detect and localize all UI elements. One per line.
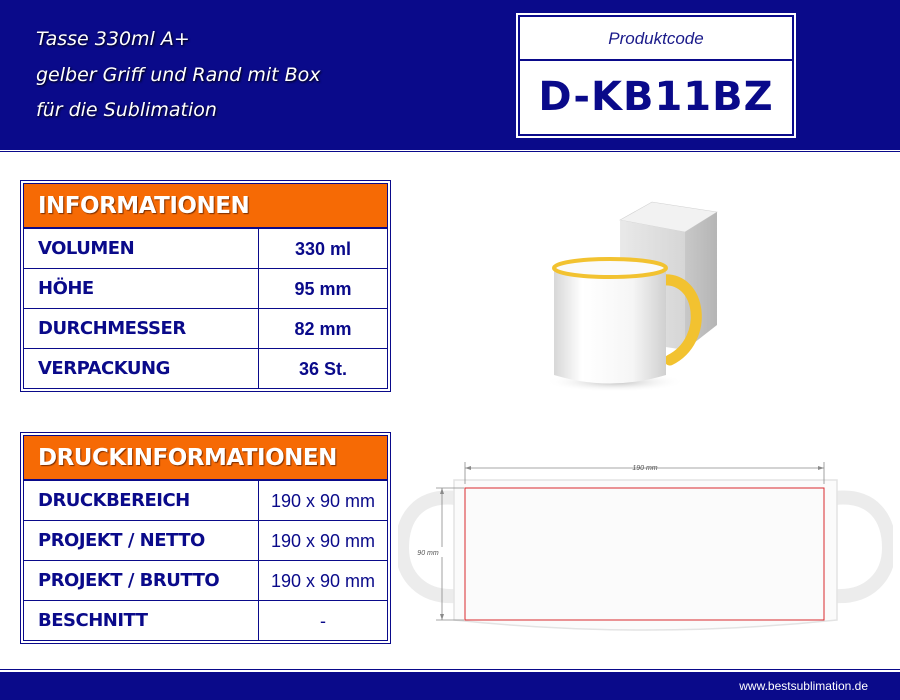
row-value: 82 mm bbox=[294, 319, 352, 339]
table-row bbox=[24, 521, 387, 561]
print-area-diagram bbox=[398, 458, 893, 643]
diagram-mug-outline bbox=[402, 480, 889, 630]
table-row bbox=[24, 561, 387, 601]
mug-body bbox=[554, 268, 666, 384]
row-label: BESCHNITT bbox=[24, 601, 259, 640]
website-link[interactable]: www.bestsublimation.de bbox=[739, 679, 868, 693]
title-line-1: Tasse 330ml A+ bbox=[36, 28, 190, 50]
title-line-2: gelber Griff und Rand mit Box bbox=[36, 64, 321, 86]
header-divider bbox=[0, 147, 900, 150]
info-table-title: INFORMATIONEN bbox=[24, 184, 387, 229]
footer-divider bbox=[0, 669, 900, 670]
table-row bbox=[24, 229, 387, 269]
row-label: VOLUMEN bbox=[24, 229, 259, 268]
row-label: HÖHE bbox=[24, 269, 259, 308]
product-code-value: D-KB11BZ bbox=[538, 74, 774, 120]
table-row bbox=[24, 481, 387, 521]
row-value: 190 x 90 mm bbox=[270, 571, 376, 591]
row-value: 36 St. bbox=[298, 359, 348, 379]
row-value: 330 ml bbox=[294, 239, 352, 259]
table-row bbox=[24, 269, 387, 309]
info-table bbox=[23, 183, 388, 389]
row-label: PROJEKT / BRUTTO bbox=[24, 561, 259, 600]
print-info-table bbox=[23, 435, 388, 641]
table-row bbox=[24, 349, 387, 388]
product-mug-image bbox=[540, 190, 740, 400]
title-line-3: für die Sublimation bbox=[36, 99, 217, 121]
header-divider-thin bbox=[0, 151, 900, 152]
product-code-box bbox=[518, 15, 794, 136]
row-label: PROJEKT / NETTO bbox=[24, 521, 259, 560]
footer-bar bbox=[0, 672, 900, 700]
row-label: DURCHMESSER bbox=[24, 309, 259, 348]
row-value: 190 x 90 mm bbox=[270, 491, 376, 511]
row-value: - bbox=[320, 611, 326, 631]
height-label: 90 mm bbox=[417, 550, 439, 557]
row-label: DRUCKBEREICH bbox=[24, 481, 259, 520]
product-code-label: Produktcode bbox=[520, 17, 792, 61]
row-value: 190 x 90 mm bbox=[270, 531, 376, 551]
mug-rim bbox=[554, 259, 666, 277]
table-row bbox=[24, 601, 387, 640]
row-value: 95 mm bbox=[294, 279, 352, 299]
width-label: 190 mm bbox=[632, 465, 658, 472]
print-info-table-title: DRUCKINFORMATIONEN bbox=[24, 436, 387, 481]
table-row bbox=[24, 309, 387, 349]
row-label: VERPACKUNG bbox=[24, 349, 259, 388]
